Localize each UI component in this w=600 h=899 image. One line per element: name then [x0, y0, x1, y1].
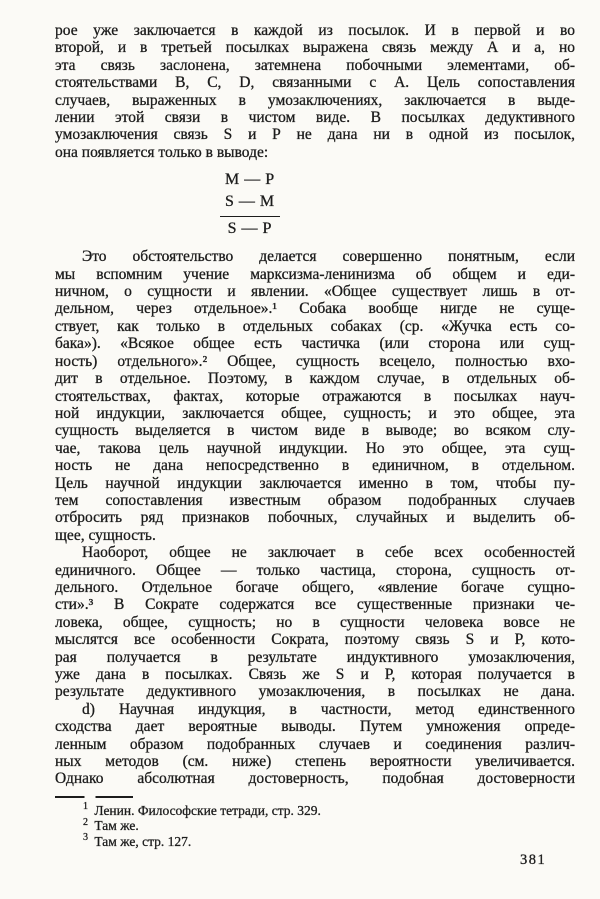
text-line: уже дана в посылках. Связь же S и Р, которая получается в: [55, 666, 575, 683]
text-line: мы вспомним учение марксизма-ленинизма об общем и еди-: [55, 265, 575, 283]
text-line: стоятельствах, фактах, которые отражаются в посылках науч-: [55, 387, 575, 405]
text-line: тем сопоставления известным образом подобранных случаев: [55, 491, 575, 509]
text-line: d) Научная индукция, в частности, метод единственного: [82, 700, 575, 718]
text-line: бака»). «Всякое общее есть частичка (или сторона или сущ-: [55, 335, 575, 353]
text-line: ность) отдельного».² Общее, сущность всецело, полностью вхо-: [55, 352, 575, 370]
text-line: Наоборот, общее не заключает в себе всех особенностей: [82, 544, 575, 562]
paragraph: [55, 544, 575, 701]
text-line: дит в отдельное. Поэтому, в каждом случае, в отдельных об-: [55, 370, 575, 388]
text-line: сущность выделяется в чистом виде в выводе; во всяком слу-: [55, 422, 575, 440]
text-line: мыслятся все особенности Сократа, поэтому связь S и Р, кото-: [55, 631, 575, 649]
text-line: ных методов (см. ниже) степень вероятности увеличивается.: [55, 753, 575, 771]
text-line: сти».³ В Сократе содержатся все существенные признаки че-: [55, 596, 575, 614]
text-line: результате дедуктивного умозаключения, в посылках не дана.: [55, 683, 575, 701]
text-line: лении этой связи в чистом виде. В посылках дедуктивного: [55, 109, 575, 127]
text-column: [55, 22, 575, 788]
text-line: умозаключения связь S и Р не дана ни в одной из посылок,: [55, 126, 575, 144]
page-number: 381: [520, 852, 547, 868]
text-line: ной индукции, заключается общее, сущность; и это общее, эта: [55, 404, 575, 422]
text-line: эта связь заслонена, затемнена побочными элементами, об-: [55, 56, 575, 74]
text-line: она появляется только в выводе:: [55, 143, 269, 161]
formula-premise-1: M — P: [225, 171, 275, 189]
footnote: [83, 834, 575, 849]
text-line: дельного. Отдельное богаче общего, «явление богаче сущно-: [55, 578, 575, 596]
text-line: дельном, через отдельное».¹ Собака вообще нигде не суще-: [55, 300, 575, 318]
footnote: [83, 803, 575, 818]
formula-conclusion: S — P: [220, 216, 280, 240]
text-line: сходства дает вероятные выводы. Путем умножения опреде-: [55, 718, 575, 736]
footnote-text: Там же, стр. 127.: [94, 833, 192, 849]
text-line: единичного. Общее — только частица, сторона, сущность от-: [55, 561, 575, 579]
text-line: стоятельствами В, С, D, связанными с А. Цель сопоставления: [55, 74, 575, 92]
footnote-separator: [55, 796, 133, 798]
paragraph: [55, 701, 575, 788]
text-line: рая получается в результате индуктивного умозаключения,: [55, 648, 575, 666]
text-line: Однако абсолютная достоверность, подобная достоверности: [55, 770, 575, 788]
footnote-marker: 3: [83, 832, 88, 844]
formula-premise-2: S — M: [225, 193, 275, 211]
footnote-marker: 2: [83, 816, 88, 828]
footnote: [83, 818, 575, 833]
text-line: ничном, о сущности и явлении. «Общее существует лишь в от-: [55, 283, 575, 301]
text-line: второй, и в третьей посылках выражена связь между А и а, но: [55, 39, 575, 57]
footnote-marker: 1: [83, 801, 88, 813]
text-line: щее, сущность.: [55, 526, 156, 544]
text-line: рое уже заключается в каждой из посылок. И в первой и во: [55, 22, 575, 39]
paragraph: [55, 248, 575, 544]
footnote-text: Там же.: [94, 818, 139, 834]
footnote-text: Ленин. Философские тетради, стр. 329.: [94, 802, 321, 818]
text-line: ствует, как только в отдельных собаках (ср. «Жучка есть со-: [55, 317, 575, 335]
paragraph: [55, 22, 575, 161]
text-line: Это обстоятельство делается совершенно понятным, если: [82, 248, 575, 266]
footnotes: [55, 803, 575, 849]
text-line: случаев, выраженных в умозаключениях, заключается в выде-: [55, 91, 575, 109]
text-line: ленным образом подобранных случаев и соединения различ-: [55, 735, 575, 753]
text-line: Цель научной индукции заключается именно в том, чтобы пу-: [55, 474, 575, 492]
text-line: отбросить ряд признаков побочных, случайных и выделить об-: [55, 509, 575, 527]
syllogism-formula: [220, 169, 280, 240]
text-line: ность не дана непосредственно в единичном, в отдельном.: [55, 457, 575, 475]
text-line: чае, такова цель научной индукции. Но это общее, эта сущ-: [55, 439, 575, 457]
text-line: ловека, общее, сущность; но в сущности человека вовсе не: [55, 613, 575, 631]
